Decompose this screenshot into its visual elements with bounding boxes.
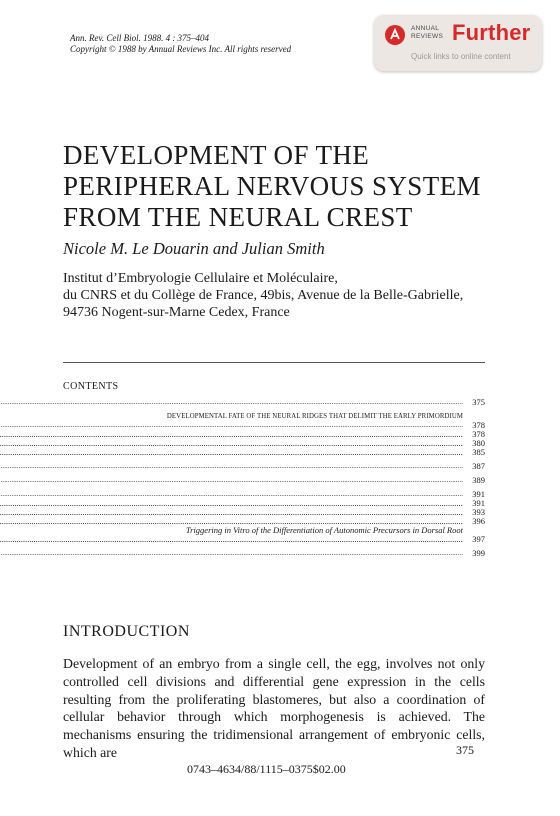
further-badge[interactable] (374, 15, 542, 71)
toc-entry-label (0, 508, 463, 517)
badge-brand-line: REVIEWS (411, 32, 444, 40)
table-of-contents (63, 398, 485, 558)
badge-subtitle: Quick links to online content (411, 52, 511, 61)
affiliation (63, 270, 503, 321)
issn-code: 0743–4634/88/1115–0375$02.00 (187, 762, 346, 776)
toc-entry-page: 391 (472, 498, 485, 508)
authors: Nicole M. Le Douarin and Julian Smith (63, 239, 325, 258)
journal-citation (70, 33, 360, 55)
toc-entry[interactable] (63, 535, 485, 544)
page-number: 375 (456, 743, 474, 757)
title-line: FROM THE NEURAL CREST (63, 202, 413, 232)
section-heading: INTRODUCTION (63, 623, 190, 640)
journal-citation-line: Ann. Rev. Cell Biol. 1988. 4 : 375–404 (70, 33, 210, 43)
toc-entry[interactable] (63, 508, 485, 517)
toc-entry-page: 393 (472, 507, 485, 517)
divider (63, 362, 485, 363)
toc-entry[interactable] (63, 448, 485, 457)
toc-entry-page: 389 (472, 475, 485, 485)
badge-brand (411, 25, 443, 40)
body-paragraph: Development of an embryo from a single cell, the egg, involves not only controlled cell divisions and differential gene expression in the cells resulting from the proliferating blastomeres, but also a coordination of cellular behavior through which morphogenesis is achieved. The mechanisms ensuring the tridimensional arrangement of embryonic cells, which are (63, 656, 485, 760)
toc-entry-label (0, 448, 463, 457)
toc-entry[interactable] (63, 398, 485, 407)
toc-entry-page: 387 (472, 461, 485, 471)
affiliation-line: Institut d’Embryologie Cellulaire et Moléculaire, (63, 271, 338, 286)
toc-entry[interactable] (63, 549, 485, 558)
article-title (63, 140, 503, 233)
title-line: PERIPHERAL NERVOUS SYSTEM (63, 171, 481, 201)
toc-entry[interactable] (63, 421, 485, 430)
toc-entry-label (0, 462, 463, 471)
badge-brand-line: ANNUAL (411, 25, 440, 32)
affiliation-line: du CNRS et du Collège de France, 49bis, Avenue de la Belle-Gabrielle, (63, 288, 464, 303)
toc-entry-page: 396 (472, 516, 485, 526)
toc-entry-label (0, 549, 463, 558)
toc-entry-page: 385 (472, 447, 485, 457)
toc-entry-page: 391 (472, 489, 485, 499)
toc-entry-page: 375 (472, 397, 485, 407)
annual-reviews-logo-icon (385, 25, 405, 45)
toc-entry-label (0, 490, 463, 499)
toc-entry-label (0, 476, 463, 485)
toc-entry-label (0, 430, 463, 439)
toc-entry-label (0, 398, 463, 407)
toc-entry-label (0, 421, 463, 430)
toc-entry-label: Triggering in Vitro of the Differentiation of Autonomic Precursors in Dorsal Root (185, 526, 463, 535)
toc-entry-page: 399 (472, 548, 485, 558)
toc-entry-page: 378 (472, 429, 485, 439)
toc-entry-label (0, 499, 463, 508)
toc-entry[interactable] (63, 476, 485, 485)
toc-entry-label (0, 535, 463, 544)
toc-entry-label: DEVELOPMENTAL FATE OF THE NEURAL RIDGES THAT DELIMIT THE EARLY PRIMORDIUM (166, 413, 463, 420)
toc-entry[interactable] (63, 499, 485, 508)
affiliation-line: 94736 Nogent-sur-Marne Cedex, France (63, 305, 290, 320)
toc-entry[interactable] (63, 439, 485, 448)
toc-entry-label (0, 439, 463, 448)
toc-entry[interactable] (63, 412, 485, 421)
toc-entry[interactable] (63, 517, 485, 526)
contents-heading: CONTENTS (63, 381, 119, 392)
toc-entry-page: 378 (472, 420, 485, 430)
title-line: DEVELOPMENT OF THE (63, 140, 370, 170)
toc-entry[interactable] (63, 430, 485, 439)
toc-entry-page: 380 (472, 438, 485, 448)
badge-further-label: Further (452, 20, 531, 45)
toc-entry[interactable] (63, 490, 485, 499)
toc-entry[interactable] (63, 462, 485, 471)
toc-entry[interactable] (63, 526, 485, 535)
toc-entry-page: 397 (472, 534, 485, 544)
toc-entry-label (0, 517, 463, 526)
copyright-line: Copyright © 1988 by Annual Reviews Inc. All rights reserved (70, 44, 292, 54)
